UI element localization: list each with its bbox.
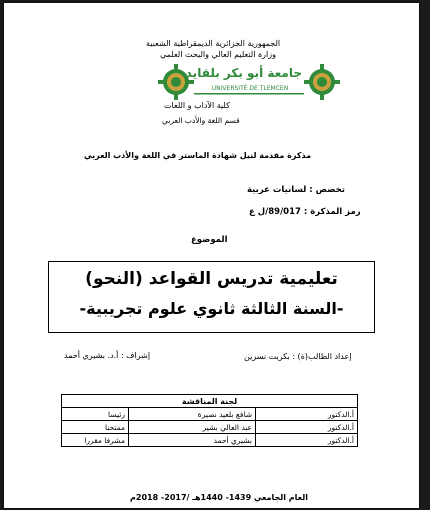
table-row (62, 434, 358, 447)
thesis-title-line1: تعليمية تدريس القواعد (النحو) (85, 269, 338, 289)
academic-year: العام الجامعي 1439- 1440هـ /2017- 2018م (130, 493, 308, 502)
memo-description: مذكرة مقدمة لنيل شهادة الماستر في اللغة والأدب العربي (84, 151, 312, 160)
table-row (62, 408, 358, 421)
faculty-name: كلية الآداب و اللغات (164, 101, 230, 110)
specialization: تخصص : لسانيات عربية (247, 185, 345, 195)
committee-title: أ.الدكتور (256, 408, 358, 421)
committee-role: رئيسا (62, 408, 129, 421)
prepared-by: إعداد الطالب(ة) : بكريت نسرين (244, 352, 352, 361)
committee-role: مشرفا مقررا (62, 434, 129, 447)
ministry-name: وزارة التعليم العالي والبحث العلمي (160, 50, 276, 59)
republic-name: الجمهورية الجزائرية الديمقراطية الشعبية (146, 39, 281, 48)
supervisor: إشراف : أ.د. بشيري أحمد (64, 351, 151, 360)
university-name-arabic: جامعة أبو بكر بلقايد (185, 66, 302, 80)
thesis-title-box (48, 261, 375, 333)
committee-name: بشيري أحمد (129, 434, 256, 447)
document-page (4, 3, 419, 508)
university-name-french: UNIVERSITÉ DE TLEMCEN (211, 85, 289, 92)
committee-heading: لجنة المناقشة (62, 395, 358, 408)
committee-title: أ.الدكتور (256, 434, 358, 447)
table-row (62, 421, 358, 434)
thesis-title-line2: -السنة الثالثة ثانوي علوم تجريبية- (79, 299, 344, 318)
committee-title: أ.الدكتور (256, 421, 358, 434)
committee-role: ممتحنا (62, 421, 129, 434)
committee-name: عبد العالي بشير (129, 421, 256, 434)
university-logo (154, 63, 344, 101)
subject-label: الموضوع (191, 235, 228, 245)
committee-name: شافع بلعيد نصيرة (129, 408, 256, 421)
committee-table (61, 394, 358, 447)
table-row (62, 395, 358, 408)
memo-code: رمز المذكرة : 89/017/ل ع (249, 207, 361, 217)
department-name: قسم اللغة والأدب العربي (162, 116, 240, 125)
